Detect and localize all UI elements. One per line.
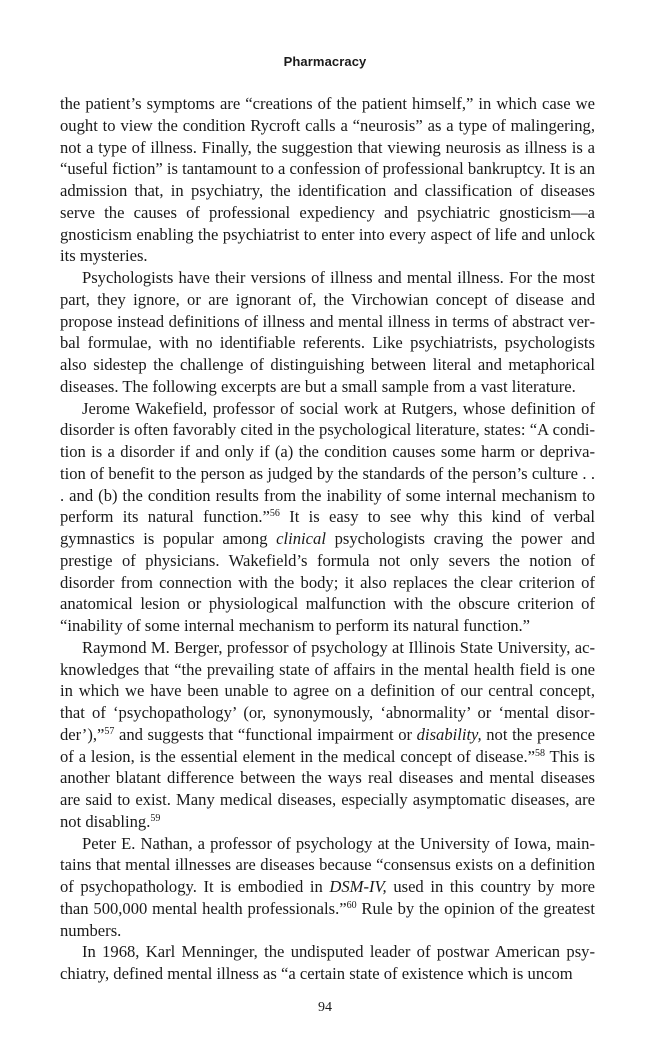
footnote-reference: 60 [346,899,357,911]
paragraph-text: Raymond M. Berger, professor of psychology at Illinois State University, acknowledges that “the prevailing state of affairs in the mental health field is one in which we have been unable to agree on a definition of our central concept, that of ‘psychopathology’ (or, synonymously, ‘abnormality’ or ‘mental disorder’),” [60,637,595,744]
paragraph [60,637,595,833]
paragraph [60,398,595,637]
running-head-title: Pharmacracy [283,54,367,69]
paragraph-text: used in this country by more than 500,000 mental health professionals.” [60,877,595,918]
paragraph-text: Rule by the opinion of the greatest numbers. [60,898,595,940]
paragraph-text: Peter E. Nathan, a professor of psychology at the University of Iowa, maintains that mental illnesses are diseases because “consensus exists on a definition of psychopathology. It is embodied in [60,833,595,896]
paragraph-text: psychologists craving the power and prestige of physicians. Wakefield’s formula not only severs the notion of disorder from connection with the body; it also replaces the clear criterion of anatomical lesion or physiological malfunction with the obscure criterion of “inability of some internal mechanism to perform its natural function.” [60,529,595,635]
paragraph [60,941,595,985]
paragraph-text: not the presence of a lesion, is the essential element in the medical concept of disease.” [60,724,595,766]
paragraph [60,267,595,398]
paragraph-text: Psychologists have their versions of illness and mental illness. For the most part, they ignore, or are ignorant of, the Virchowian concept of disease and propose instead definitions of illness and mental illness in terms of abstract verbal formulae, with no identifiable referents. Like psychiatrists, psychologists also sidestep the challenge of distinguishing between literal and metaphorical diseases. The following excerpts are but a small sample from a vast literature. [60,268,595,396]
footnote-reference: 59 [150,812,161,824]
footnote-reference: 56 [269,508,280,520]
paragraph [60,93,595,267]
body-text [60,93,595,985]
paragraph-text: It is easy to see why this kind of verbal gymnastics is popular among [60,507,596,548]
italic-text: DSM-IV, [329,877,387,896]
paragraph-text: This is another blatant difference between the ways real diseases and mental diseases are said to exist. Many medical diseases, especially asymptomatic diseases, are not disabling. [60,746,595,831]
footnote-reference: 57 [104,725,115,737]
paragraph [60,833,595,942]
page-number: 94 [318,1000,332,1015]
paragraph-text: and suggests that “functional impairment or [114,724,417,744]
italic-text: disability, [416,724,482,744]
paragraph-text: In 1968, Karl Menninger, the undisputed leader of postwar American psychiatry, defined mental illness as “a certain state of existence which is uncom [60,942,595,983]
italic-text: clinical [276,529,326,548]
paragraph-text: Jerome Wakefield, professor of social work at Rutgers, whose definition of disorder is often favorably cited in the psychological literature, states: “A condition is a disorder if and only if (a) the condition causes some harm or deprivation of benefit to the person as judged by the standards of the person’s culture . . . and (b) the condition results from the inability of some internal mechanism to perform its natural function.” [60,398,595,527]
footnote-reference: 58 [534,747,545,759]
paragraph-text: the patient’s symptoms are “creations of the patient himself,” in which case we ought to view the condition Rycroft calls a “neurosis” as a type of malingering, not a type of illness. Finally, the suggestion that viewing neurosis as illness is a “useful fiction” is tantamount to a confession of professional bankruptcy. It is an admission that, in psychiatry, the identification and classification of diseases serve the causes of professional expediency and psychiatric gnosticism—a gnosticism enabling the psychiatrist to enter into every aspect of life and unlock its mysteries. [60,94,595,266]
